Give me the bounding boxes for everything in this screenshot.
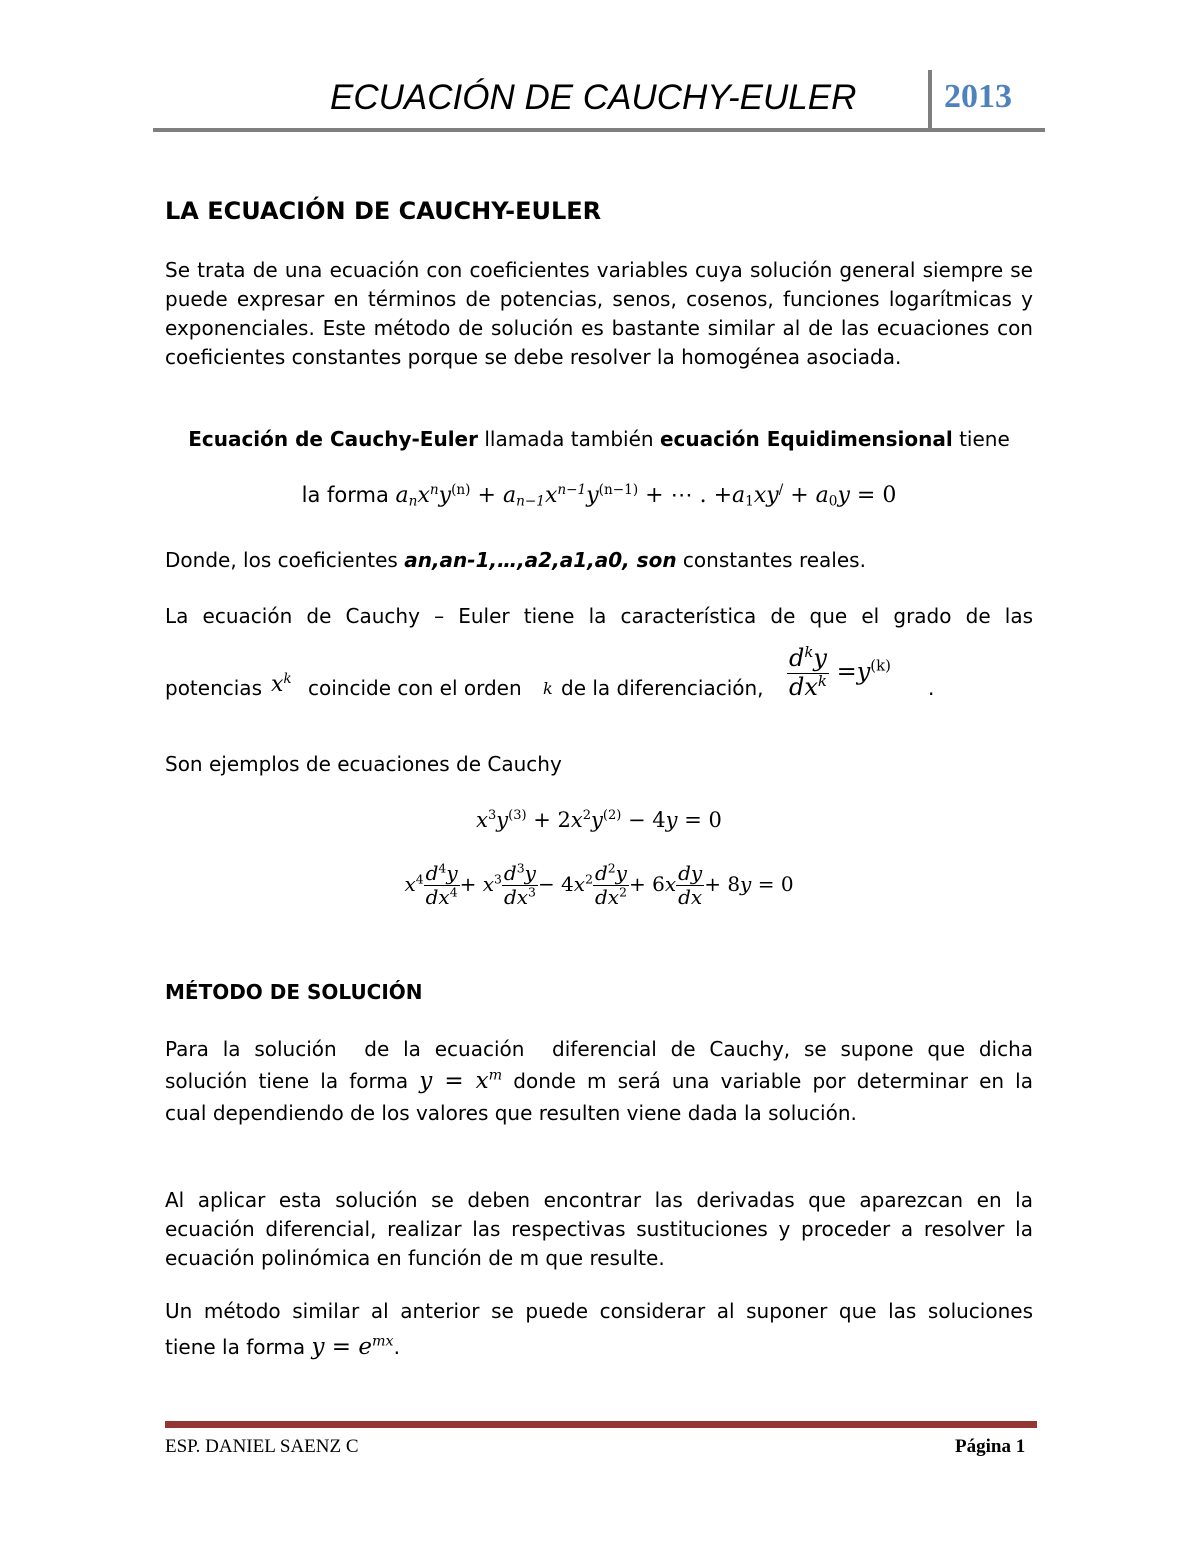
solution-form-end: donde m será una variable por determinar en la <box>502 1069 1033 1093</box>
section-heading-cauchy-euler: LA ECUACIÓN DE CAUCHY-EULER <box>165 197 602 225</box>
header-rule <box>153 128 1045 132</box>
general-form-equation: $a_nx^ny^{(n)} + a_{n-1}x^{n-1}y^{(n-1)}$ + ⋯ . $+a_1xy^/ + a_0y = 0$ <box>395 481 897 510</box>
coincide-text: coincide con el orden <box>308 676 522 700</box>
footer-page-number: Página 1 <box>955 1436 1026 1457</box>
method-paragraph-line1: Para la solución de la ecuación diferencial de Cauchy, se supone que dicha <box>165 1037 1033 1061</box>
k-symbol: k <box>543 679 553 698</box>
exponential-period: . <box>393 1335 400 1359</box>
coefficients-line <box>165 548 1033 572</box>
section-heading-metodo: MÉTODO DE SOLUCIÓN <box>165 980 423 1004</box>
derivative-fraction: $\frac{d^ky}{dx^k}$ $=y^{(k)}$ <box>789 643 891 701</box>
method-paragraph-line3: cual dependiendo de los valores que resulten viene dada la solución. <box>165 1101 857 1125</box>
definition-line <box>165 427 1033 451</box>
form-prefix: la forma <box>301 483 396 507</box>
header-separator <box>928 70 932 130</box>
exponential-paragraph-line1: Un método similar al anterior se puede considerar al suponer que las soluciones <box>165 1299 1033 1323</box>
substitution-paragraph: Al aplicar esta solución se deben encontrar las derivadas que aparezcan en la ecuación diferencial, realizar las respectivas sustituciones y proceder a resolver la ecuación polinómica en función de m que resulte. <box>165 1188 1033 1270</box>
x-power-k: $x^k$ <box>271 670 292 697</box>
document-header-title: ECUACIÓN DE CAUCHY-EULER <box>330 78 857 117</box>
coefficient-son: son <box>629 548 677 572</box>
exponential-form-text: tiene la forma <box>165 1335 312 1359</box>
definition-term: Ecuación de Cauchy-Euler <box>188 427 478 451</box>
definition-text: llamada también <box>477 427 660 451</box>
trial-solution-exponential: $y = e^{mx}$ <box>311 1333 394 1360</box>
definition-end: tiene <box>952 427 1010 451</box>
header-year: 2013 <box>944 78 1012 115</box>
diferenciacion-text: de la diferenciación, <box>561 676 764 700</box>
exponential-paragraph-line2 <box>165 1334 1033 1360</box>
potencias-text: potencias <box>165 676 262 700</box>
solution-form-text: solución tiene la forma <box>165 1069 420 1093</box>
characteristic-line: La ecuación de Cauchy – Euler tiene la característica de que el grado de las <box>165 604 1033 628</box>
definition-alt-term: ecuación Equidimensional <box>659 427 953 451</box>
coefficients-text: Donde, los coeficientes <box>165 548 405 572</box>
footer-author: ESP. DANIEL SAENZ C <box>165 1436 359 1457</box>
coefficient-list: an,an-1,…,a2,a1,a0, <box>404 548 630 572</box>
examples-intro: Son ejemplos de ecuaciones de Cauchy <box>165 752 562 776</box>
coefficients-end: constantes reales. <box>676 548 866 572</box>
method-paragraph-line2 <box>165 1068 1033 1094</box>
power-order-line <box>165 645 1033 725</box>
example-equation-1: $x^3y^{(3)} + 2x^2y^{(2)} - 4y = 0$ <box>476 808 722 832</box>
intro-paragraph: Se trata de una ecuación con coeficientes variables cuya solución general siempre se puede expresar en términos de potencias, senos, cosenos, funciones logarítmicas y exponenciales. Este método de solución es bastante similar al de las ecuaciones con coeficientes constantes porque se debe resolver la homogénea asociada. <box>165 258 1033 369</box>
example-equation-2: $x^4$ $\frac{d^4y}{dx^4}$ + $x^3$ $\frac{d^3y}{dx^3}$ − $4x^2$ $\frac{d^2y}{dx^2}$ + 6x $\frac{dy}{dx}$ + 8y = 0 <box>404 860 794 909</box>
period: . <box>928 676 935 700</box>
trial-solution-power: $y = x^m$ <box>419 1067 503 1094</box>
general-form-line <box>165 483 1033 508</box>
footer-rule <box>165 1421 1037 1428</box>
